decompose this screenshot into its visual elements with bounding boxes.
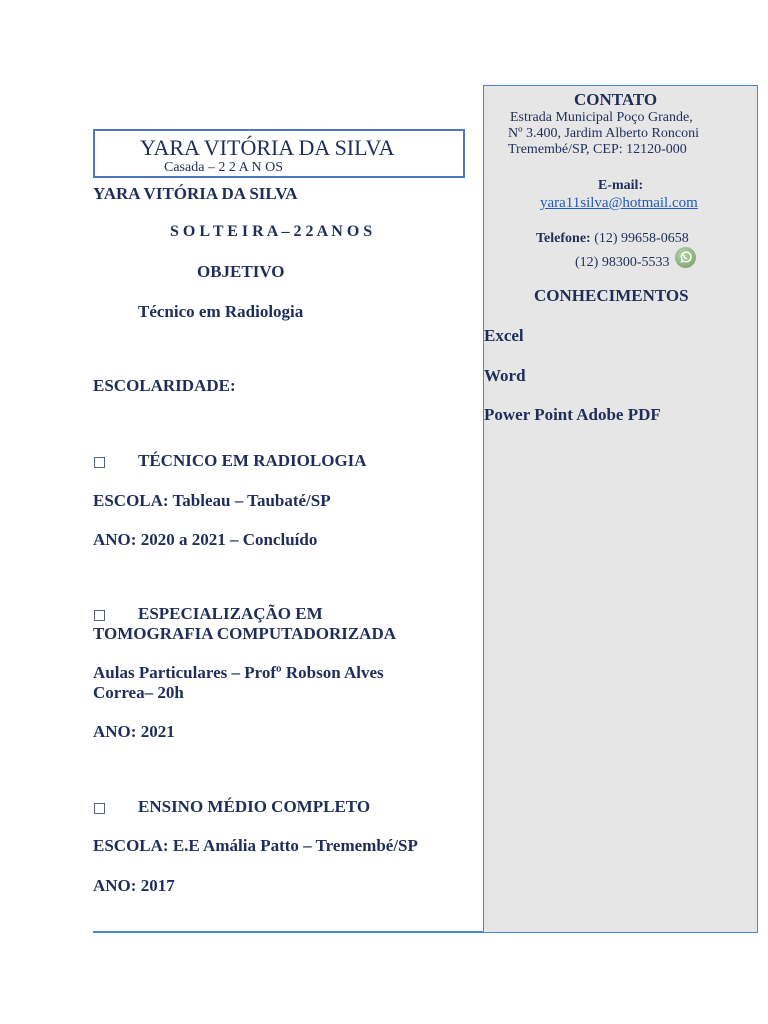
phone-label: Telefone: (536, 231, 591, 246)
bottom-divider (93, 931, 484, 933)
skills-title: CONHECIMENTOS (534, 286, 689, 305)
education-2-title-line1: ESPECIALIZAÇÃO EM (138, 604, 323, 623)
phone-row-1 (536, 231, 689, 247)
education-2-year: ANO: 2021 (93, 722, 175, 741)
education-1-title: TÉCNICO EM RADIOLOGIA (138, 451, 367, 470)
whatsapp-icon (675, 247, 696, 268)
skill-item: Power Point Adobe PDF (484, 405, 661, 424)
phone-1: (12) 99658-0658 (594, 231, 689, 246)
education-3-title: ENSINO MÉDIO COMPLETO (138, 797, 371, 816)
education-1-year: ANO: 2020 a 2021 – Concluído (93, 530, 318, 549)
contact-title: CONTATO (574, 90, 658, 109)
education-3-school: ESCOLA: E.E Amália Patto – Tremembé/SP (93, 836, 418, 855)
email-label: E-mail: (598, 178, 644, 193)
phone-2: (12) 98300-5533 (575, 255, 670, 270)
education-title: ESCOLARIDADE: (93, 376, 236, 395)
objective-title: OBJETIVO (197, 262, 285, 281)
education-1-school: ESCOLA: Tableau – Taubaté/SP (93, 491, 331, 510)
education-3-year: ANO: 2017 (93, 876, 175, 895)
bullet-icon: □ (93, 800, 107, 816)
marital-status: S O L T E I R A – 2 2 A N O S (170, 223, 373, 240)
address-line-1: Estrada Municipal Poço Grande, (510, 110, 693, 125)
skill-item: Excel (484, 326, 524, 345)
education-2-school-line2: Correa– 20h (93, 683, 184, 702)
address-line-3: Tremembé/SP, CEP: 12120-000 (508, 142, 687, 157)
skill-item: Word (484, 366, 526, 385)
contact-sidebar (483, 85, 758, 933)
candidate-name: YARA VITÓRIA DA SILVA (93, 184, 298, 203)
education-2-school-line1: Aulas Particulares – Profº Robson Alves (93, 663, 384, 682)
address-line-2: Nº 3.400, Jardim Alberto Ronconi (508, 126, 699, 141)
bullet-icon: □ (93, 607, 107, 623)
education-2-title-line2: TOMOGRAFIA COMPUTADORIZADA (93, 624, 397, 643)
header-name: YARA VITÓRIA DA SILVA (140, 135, 395, 160)
bullet-icon: □ (93, 454, 107, 470)
objective-text: Técnico em Radiologia (138, 302, 304, 321)
header-subtitle: Casada – 2 2 A N OS (164, 160, 283, 175)
email-link[interactable]: yara11silva@hotmail.com (540, 195, 698, 211)
